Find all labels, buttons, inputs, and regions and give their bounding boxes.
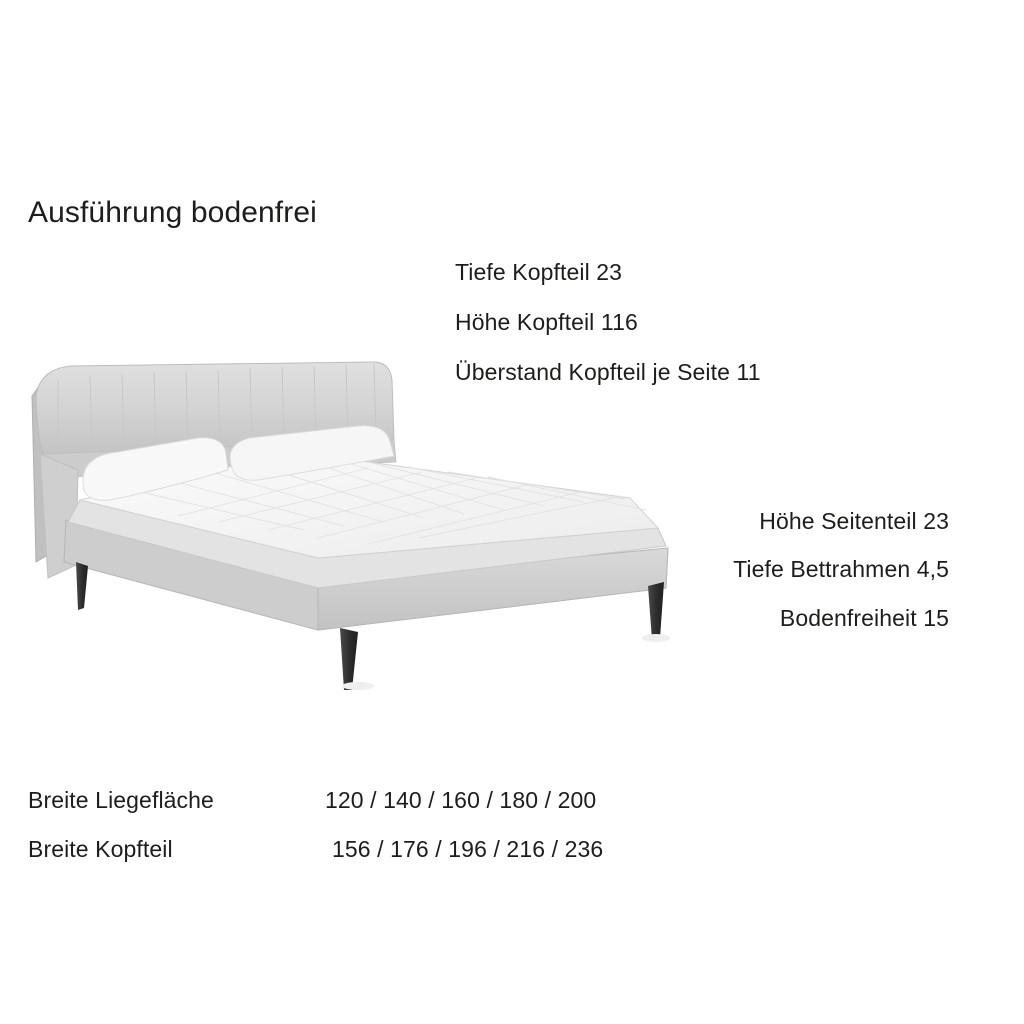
values-headboard-width: 156 / 176 / 196 / 216 / 236 (332, 836, 604, 862)
floor-shadow-left (342, 682, 374, 690)
spec-headboard-depth: Tiefe Kopfteil 23 (455, 259, 623, 285)
leg-front-left (340, 628, 358, 690)
label-lying-surface-width: Breite Liegefläche (28, 787, 214, 813)
spec-ground-clearance: Bodenfreiheit 15 (779, 605, 949, 631)
upholstered-bed-illustration (18, 350, 698, 710)
leg-rear-left (76, 562, 88, 610)
values-lying-surface-width: 120 / 140 / 160 / 180 / 200 (325, 787, 597, 813)
leg-front-right (648, 582, 664, 640)
page-title: Ausführung bodenfrei (28, 196, 317, 229)
label-headboard-width: Breite Kopfteil (28, 836, 173, 862)
spec-frame-depth: Tiefe Bettrahmen 4,5 (733, 556, 949, 582)
floor-shadow-right (642, 634, 670, 642)
spec-headboard-height: Höhe Kopfteil 116 (455, 309, 638, 335)
spec-side-height: Höhe Seitenteil 23 (759, 508, 949, 534)
spec-headboard-overhang: Überstand Kopfteil je Seite 11 (455, 359, 761, 385)
